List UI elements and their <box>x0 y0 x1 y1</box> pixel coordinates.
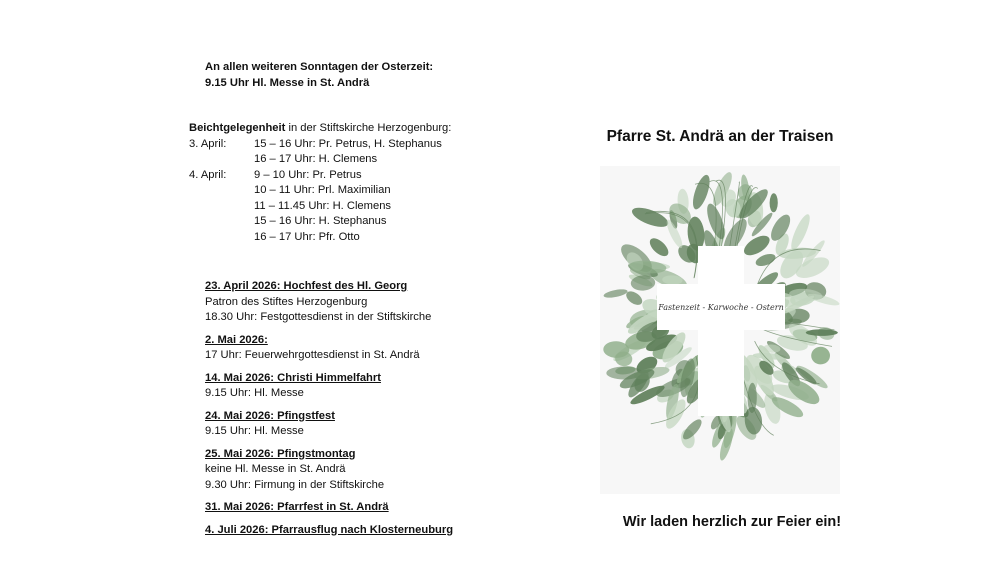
event-item <box>205 409 453 440</box>
event-title: 23. April 2026: Hochfest des Hl. Georg <box>205 280 408 292</box>
confession-date <box>189 199 254 215</box>
event-title: 24. Mai 2026: Pfingstfest <box>205 409 335 422</box>
confession-date: 4. April: <box>189 168 227 181</box>
confession-slot: 15 – 16 Uhr: Pr. Petrus, H. Stephanus <box>254 137 442 150</box>
event-title: 25. Mai 2026: Pfingstmontag <box>205 447 356 460</box>
confession-slot: 16 – 17 Uhr: H. Clemens <box>254 153 378 165</box>
confession-row <box>189 199 451 215</box>
confession-date <box>189 214 254 230</box>
confession-date <box>189 230 254 246</box>
confession-slot: 9 – 10 Uhr: Pr. Petrus <box>254 168 362 181</box>
event-title: 4. Juli 2026: Pfarrausflug nach Klosterneuburg <box>205 523 454 536</box>
event-item <box>205 279 453 326</box>
confession-schedule <box>189 137 451 246</box>
cross-illustration-svg <box>600 166 840 494</box>
confession-row <box>189 183 451 199</box>
confession-row <box>189 137 451 153</box>
osterzeit-heading: An allen weiteren Sonntagen der Osterzeit: <box>205 61 434 73</box>
confession-row <box>189 230 451 246</box>
cross-caption: Fastenzeit - Karwoche - Ostern <box>658 303 784 312</box>
confession-row <box>189 214 451 230</box>
confession-date <box>189 152 254 168</box>
confession-slot: 15 – 16 Uhr: H. Stephanus <box>254 215 387 227</box>
event-item <box>205 447 453 494</box>
cross-illustration <box>600 166 840 494</box>
leaf <box>603 288 628 300</box>
event-item <box>205 333 453 364</box>
event-detail: 9.15 Uhr: Hl. Messe <box>205 425 304 437</box>
confession-heading <box>189 121 451 137</box>
event-detail: 9.15 Uhr: Hl. Messe <box>205 387 304 399</box>
leaf <box>769 193 778 212</box>
parish-title: Pfarre St. Andrä an der Traisen <box>606 128 834 145</box>
event-title: 31. Mai 2026: Pfarrfest in St. Andrä <box>205 501 389 513</box>
cross-vertical-bar <box>698 246 744 416</box>
osterzeit-block <box>205 60 433 91</box>
confession-slot: 16 – 17 Uhr: Pfr. Otto <box>254 230 360 243</box>
confession-date: 3. April: <box>189 137 227 150</box>
event-item <box>205 523 453 539</box>
confession-slot: 11 – 11.45 Uhr: H. Clemens <box>254 199 392 212</box>
leaf <box>811 347 830 365</box>
confession-heading-rest: in der Stiftskirche Herzogenburg: <box>285 122 452 134</box>
confession-block <box>189 121 451 245</box>
leaf <box>647 235 672 259</box>
leaf <box>630 204 671 231</box>
confession-row <box>189 168 451 184</box>
leaf <box>788 212 813 252</box>
event-detail: 17 Uhr: Feuerwehrgottesdienst in St. Andrä <box>205 349 420 361</box>
invitation-text: Wir laden herzlich zur Feier ein! <box>622 514 842 530</box>
confession-date <box>189 183 254 199</box>
event-detail: keine Hl. Messe in St. Andrä <box>205 463 346 475</box>
event-item <box>205 500 453 516</box>
event-title: 2. Mai 2026: <box>205 333 268 346</box>
confession-row <box>189 152 451 168</box>
event-title: 14. Mai 2026: Christi Himmelfahrt <box>205 371 381 384</box>
confession-heading-bold: Beichtgelegenheit <box>189 122 286 134</box>
osterzeit-mass-time: 9.15 Uhr Hl. Messe in St. Andrä <box>205 76 370 89</box>
event-item <box>205 371 453 402</box>
event-detail: 9.30 Uhr: Firmung in der Stiftskirche <box>205 478 385 491</box>
event-detail: Patron des Stiftes Herzogenburg <box>205 295 368 308</box>
events-list <box>205 279 453 545</box>
confession-slot: 10 – 11 Uhr: Prl. Maximilian <box>254 184 391 196</box>
event-detail: 18.30 Uhr: Festgottesdienst in der Stiftskirche <box>205 311 432 323</box>
leaf <box>806 329 838 336</box>
